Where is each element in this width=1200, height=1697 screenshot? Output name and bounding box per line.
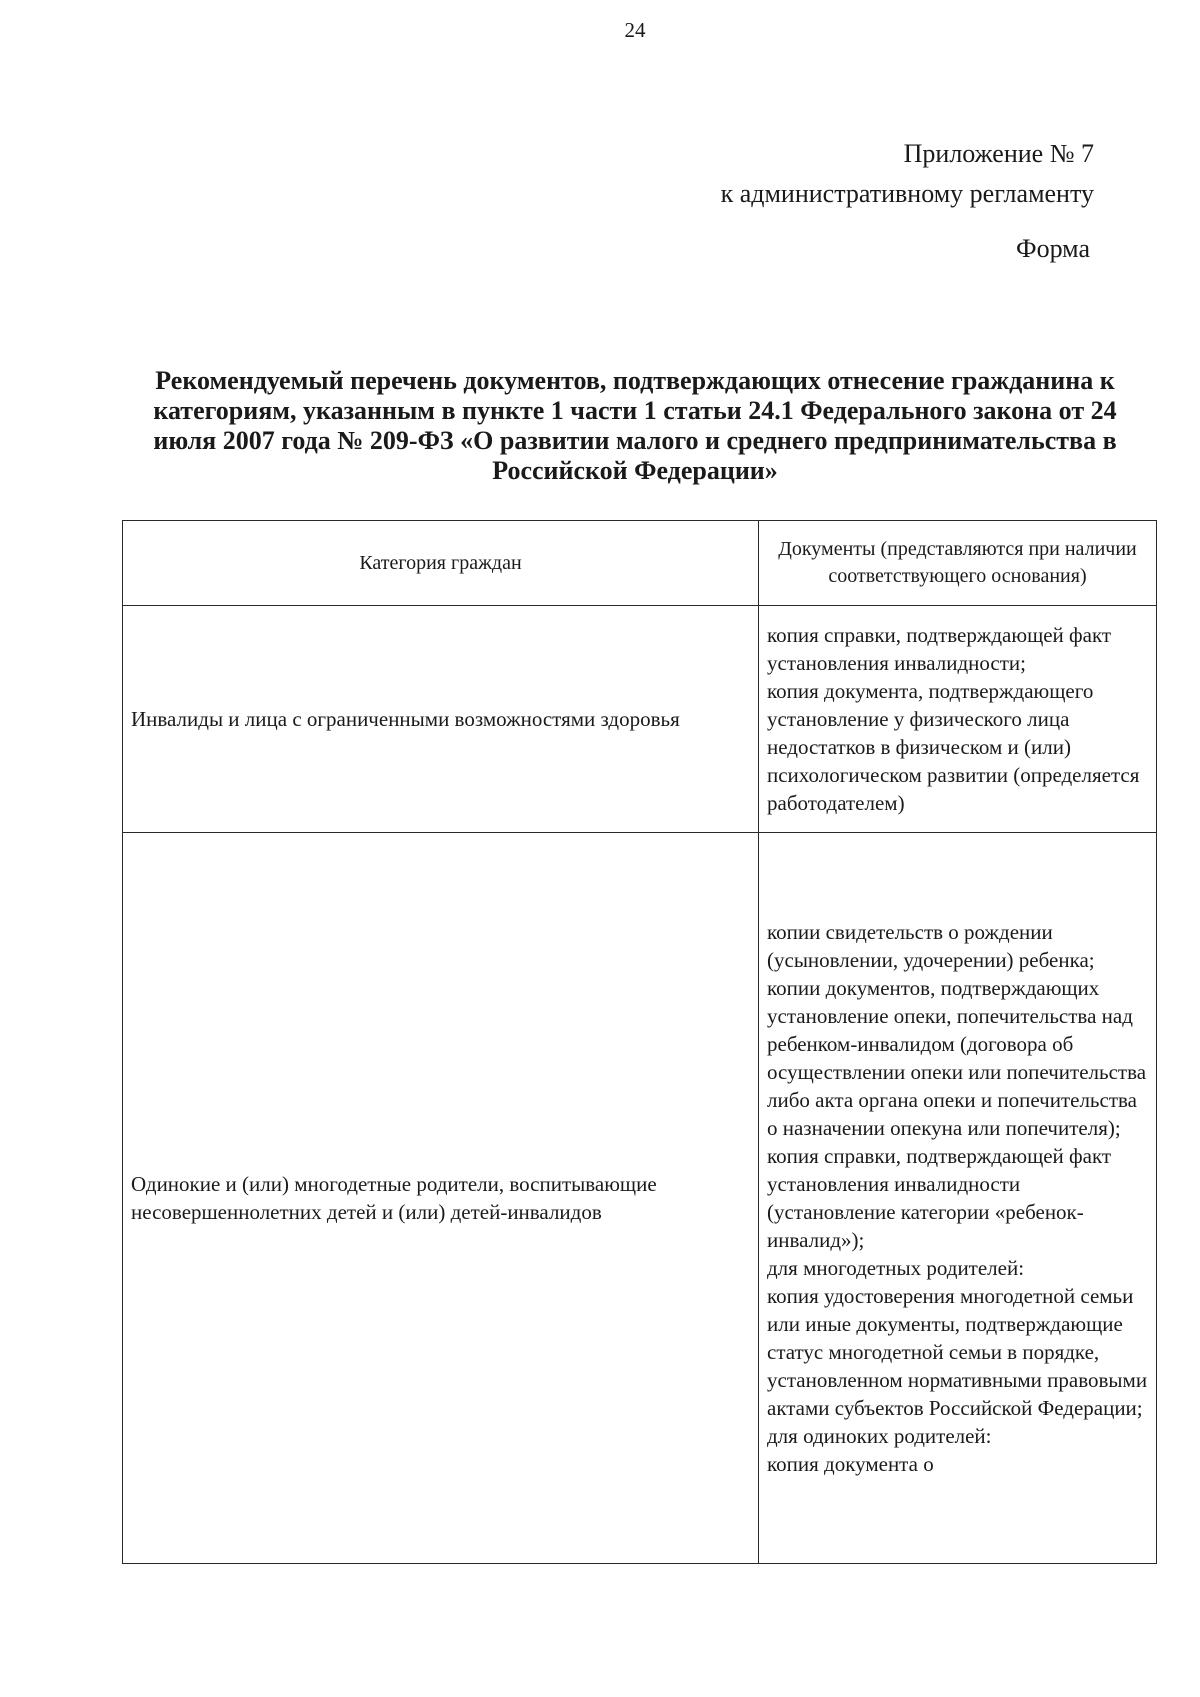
table-row [123,606,1157,833]
header-category: Категория граждан [123,521,759,606]
category-cell: Одинокие и (или) многодетные родители, воспитывающие несовершеннолетних детей и (или) детей-инвалидов [123,833,759,1564]
header-documents: Документы (представляются при наличии соответствующего основания) [759,521,1157,606]
page-number: 24 [624,18,646,42]
table-row [123,833,1157,1564]
table-header-row [123,521,1157,606]
document-title: Рекомендуемый перечень документов, подтверждающих отнесение гражданина к категориям, указанным в пункте 1 части 1 статьи 24.1 Федерального закона от 24 июля 2007 года № 209-ФЗ «О развитии малого и среднего предпринимательства в Российской Федерации» [153,366,1117,485]
documents-cell: копия справки, подтверждающей факт установления инвалидности; копия документа, подтверждающего установление у физического лица недостатков в физическом и (или) психологическом развитии (определяется работодателем) [759,606,1157,833]
appendix-number: Приложение № 7 [903,139,1094,168]
category-cell: Инвалиды и лица с ограниченными возможностями здоровья [123,606,759,833]
appendix-block [721,134,1094,214]
documents-table [122,520,1157,1564]
form-label: Форма [1016,234,1090,263]
appendix-reference: к административному регламенту [720,179,1094,208]
documents-cell: копии свидетельств о рождении (усыновлении, удочерении) ребенка; копии документов, подтверждающих установление опеки, попечительства над ребенком-инвалидом (договора об осуществлении опеки или попечительства либо акта органа опеки и попечительства о назначении опекуна или попечителя); копия справки, подтверждающей факт установления инвалидности (установление категории «ребенок-инвалид»); для многодетных родителей: копия удостоверения многодетной семьи или иные документы, подтверждающие статус многодетной семьи в порядке, установленном нормативными правовыми актами субъектов Российской Федерации; для одиноких родителей: копия документа о [759,833,1157,1564]
